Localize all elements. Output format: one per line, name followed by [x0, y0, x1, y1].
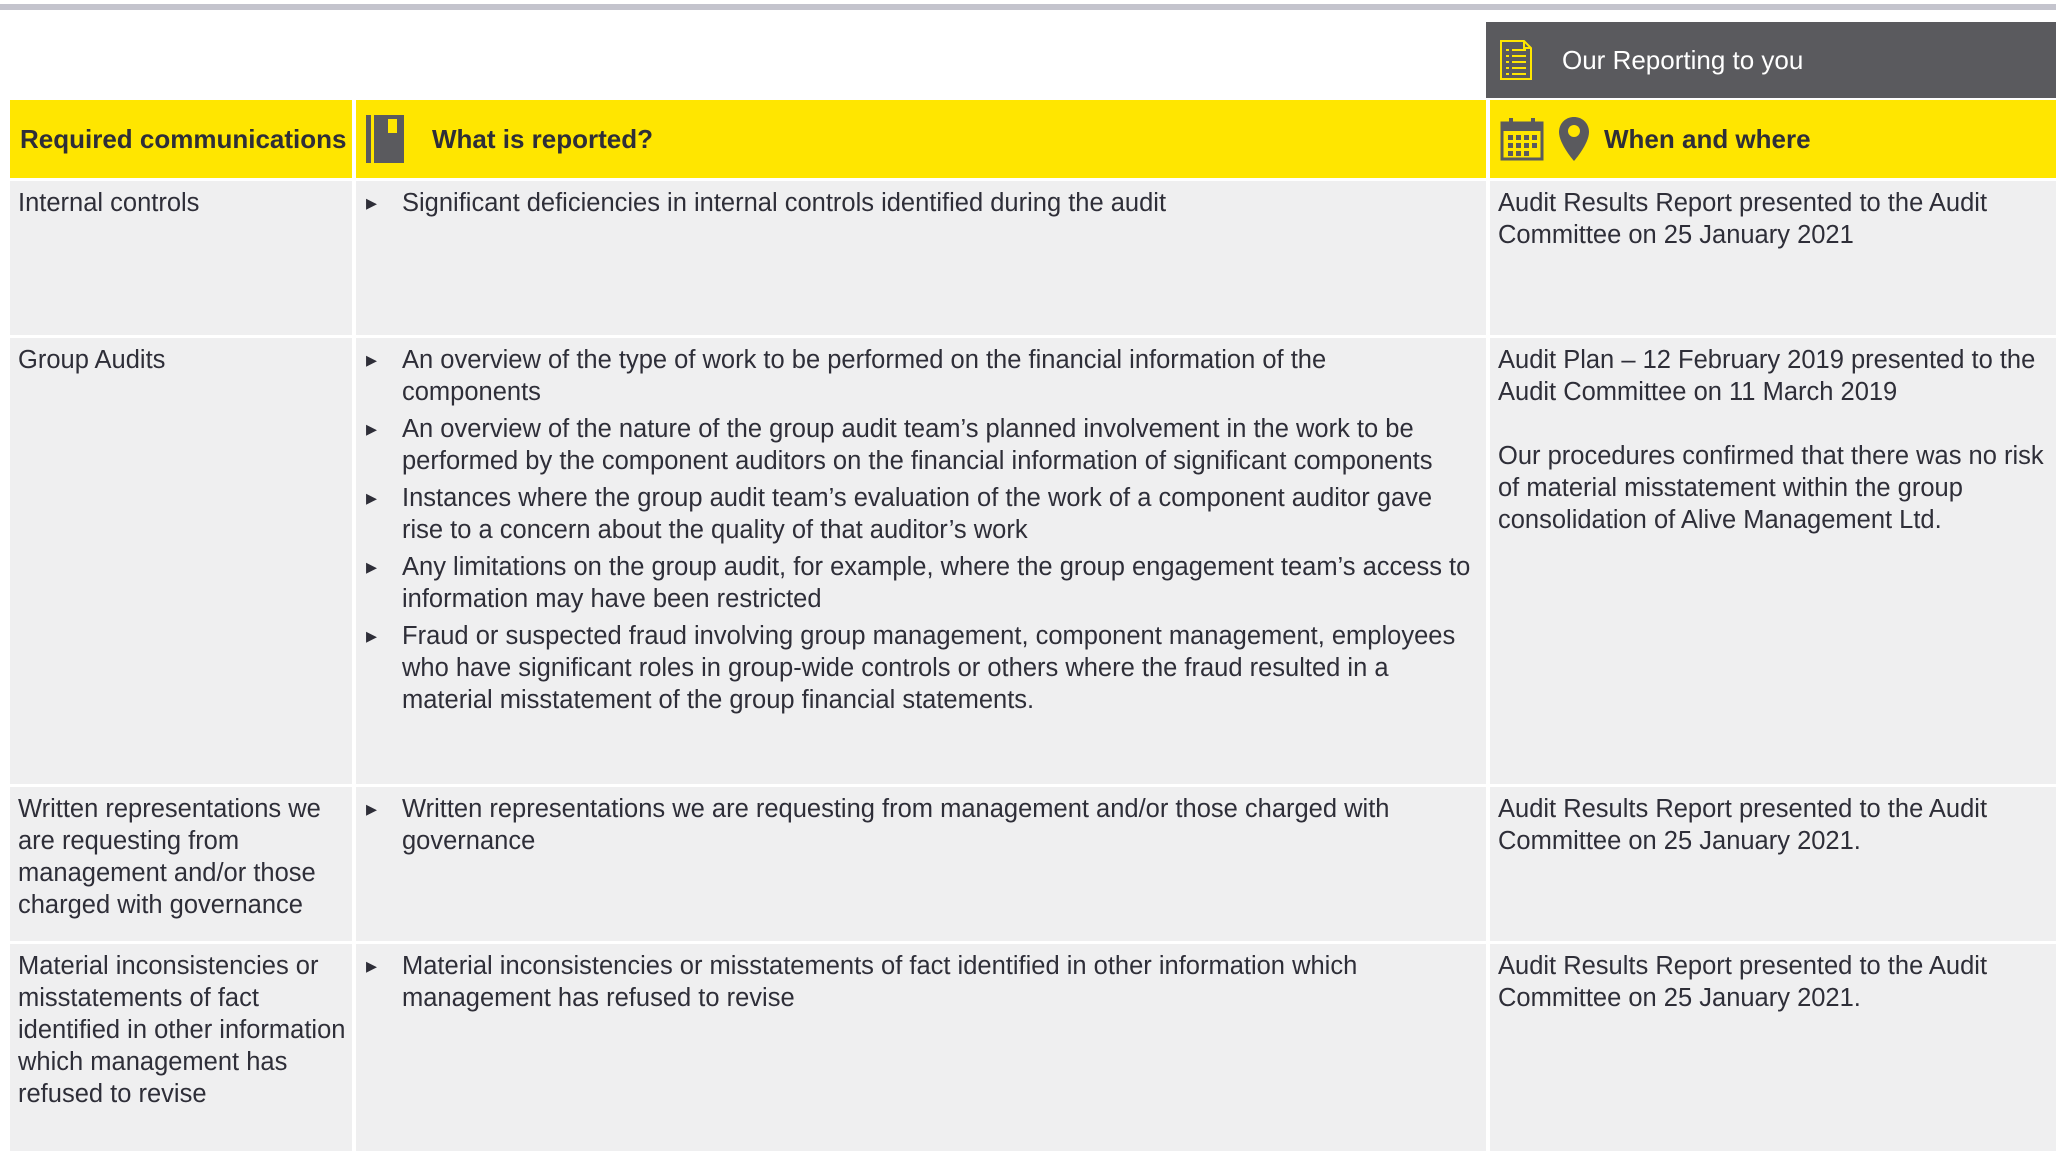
when-where-text: Audit Plan – 12 February 2019 presented to the Audit Committee on 11 March 2019	[1498, 346, 2036, 406]
table-row	[10, 941, 2056, 1151]
list-item: ▸ Significant deficiencies in internal controls identified during the audit	[364, 187, 1472, 219]
row-topic: Internal controls	[10, 181, 352, 335]
row-when-where	[1486, 944, 2056, 1151]
header-required-communications-label: Required communications	[20, 123, 347, 154]
header-when-and-where-label: When and where	[1604, 123, 1811, 154]
row-when-where	[1486, 338, 2056, 784]
list-item: ▸ Material inconsistencies or misstatements of fact identified in other information which management has refused to revise	[364, 950, 1472, 1014]
row-topic: Group Audits	[10, 338, 352, 784]
top-divider	[0, 4, 2056, 10]
row-when-where	[1486, 181, 2056, 335]
when-where-text: Audit Results Report presented to the Audit Committee on 25 January 2021.	[1498, 795, 1988, 855]
row-reported-items	[352, 338, 1486, 784]
communications-table	[10, 178, 2056, 1151]
list-item: ▸ Any limitations on the group audit, for example, where the group engagement team’s access to information may have been restricted	[364, 551, 1472, 615]
header-what-is-reported	[352, 100, 1486, 178]
calendar-icon	[1500, 117, 1544, 161]
notebook-icon	[366, 115, 404, 163]
table-row	[10, 335, 2056, 784]
list-item: ▸ Instances where the group audit team’s evaluation of the work of a component auditor gave rise to a concern about the quality of that auditor’s work	[364, 482, 1472, 546]
row-reported-items	[352, 787, 1486, 941]
table-row	[10, 784, 2056, 941]
reporting-banner	[1486, 22, 2056, 98]
table-header	[10, 100, 2056, 178]
report-list-icon	[1498, 38, 1534, 82]
row-when-where	[1486, 787, 2056, 941]
list-item: ▸ Written representations we are requesting from management and/or those charged with governance	[364, 793, 1472, 857]
table-row	[10, 178, 2056, 335]
when-where-text: Audit Results Report presented to the Audit Committee on 25 January 2021.	[1498, 952, 1988, 1012]
list-item: ▸ An overview of the nature of the group audit team’s planned involvement in the work to be performed by the component auditors on the financial information of significant components	[364, 413, 1472, 477]
header-what-is-reported-label: What is reported?	[432, 123, 654, 154]
reporting-banner-title: Our Reporting to you	[1562, 44, 1804, 75]
header-required-communications	[10, 100, 352, 178]
map-pin-icon	[1558, 116, 1590, 162]
when-where-text: Our procedures confirmed that there was no risk of material misstatement within the group consolidation of Alive Management Ltd.	[1498, 442, 2044, 534]
list-item: ▸ An overview of the type of work to be performed on the financial information of the components	[364, 344, 1472, 408]
list-item: ▸ Fraud or suspected fraud involving group management, component management, employees who have significant roles in group-wide controls or others where the fraud resulted in a material misstatement of the group financial statements.	[364, 620, 1472, 716]
header-when-and-where	[1486, 100, 2056, 178]
row-topic: Material inconsistencies or misstatements of fact identified in other information which management has refused to revise	[10, 944, 352, 1151]
row-reported-items	[352, 181, 1486, 335]
row-topic: Written representations we are requesting from management and/or those charged with governance	[10, 787, 352, 941]
when-where-text: Audit Results Report presented to the Audit Committee on 25 January 2021	[1498, 189, 1988, 249]
row-reported-items	[352, 944, 1486, 1151]
